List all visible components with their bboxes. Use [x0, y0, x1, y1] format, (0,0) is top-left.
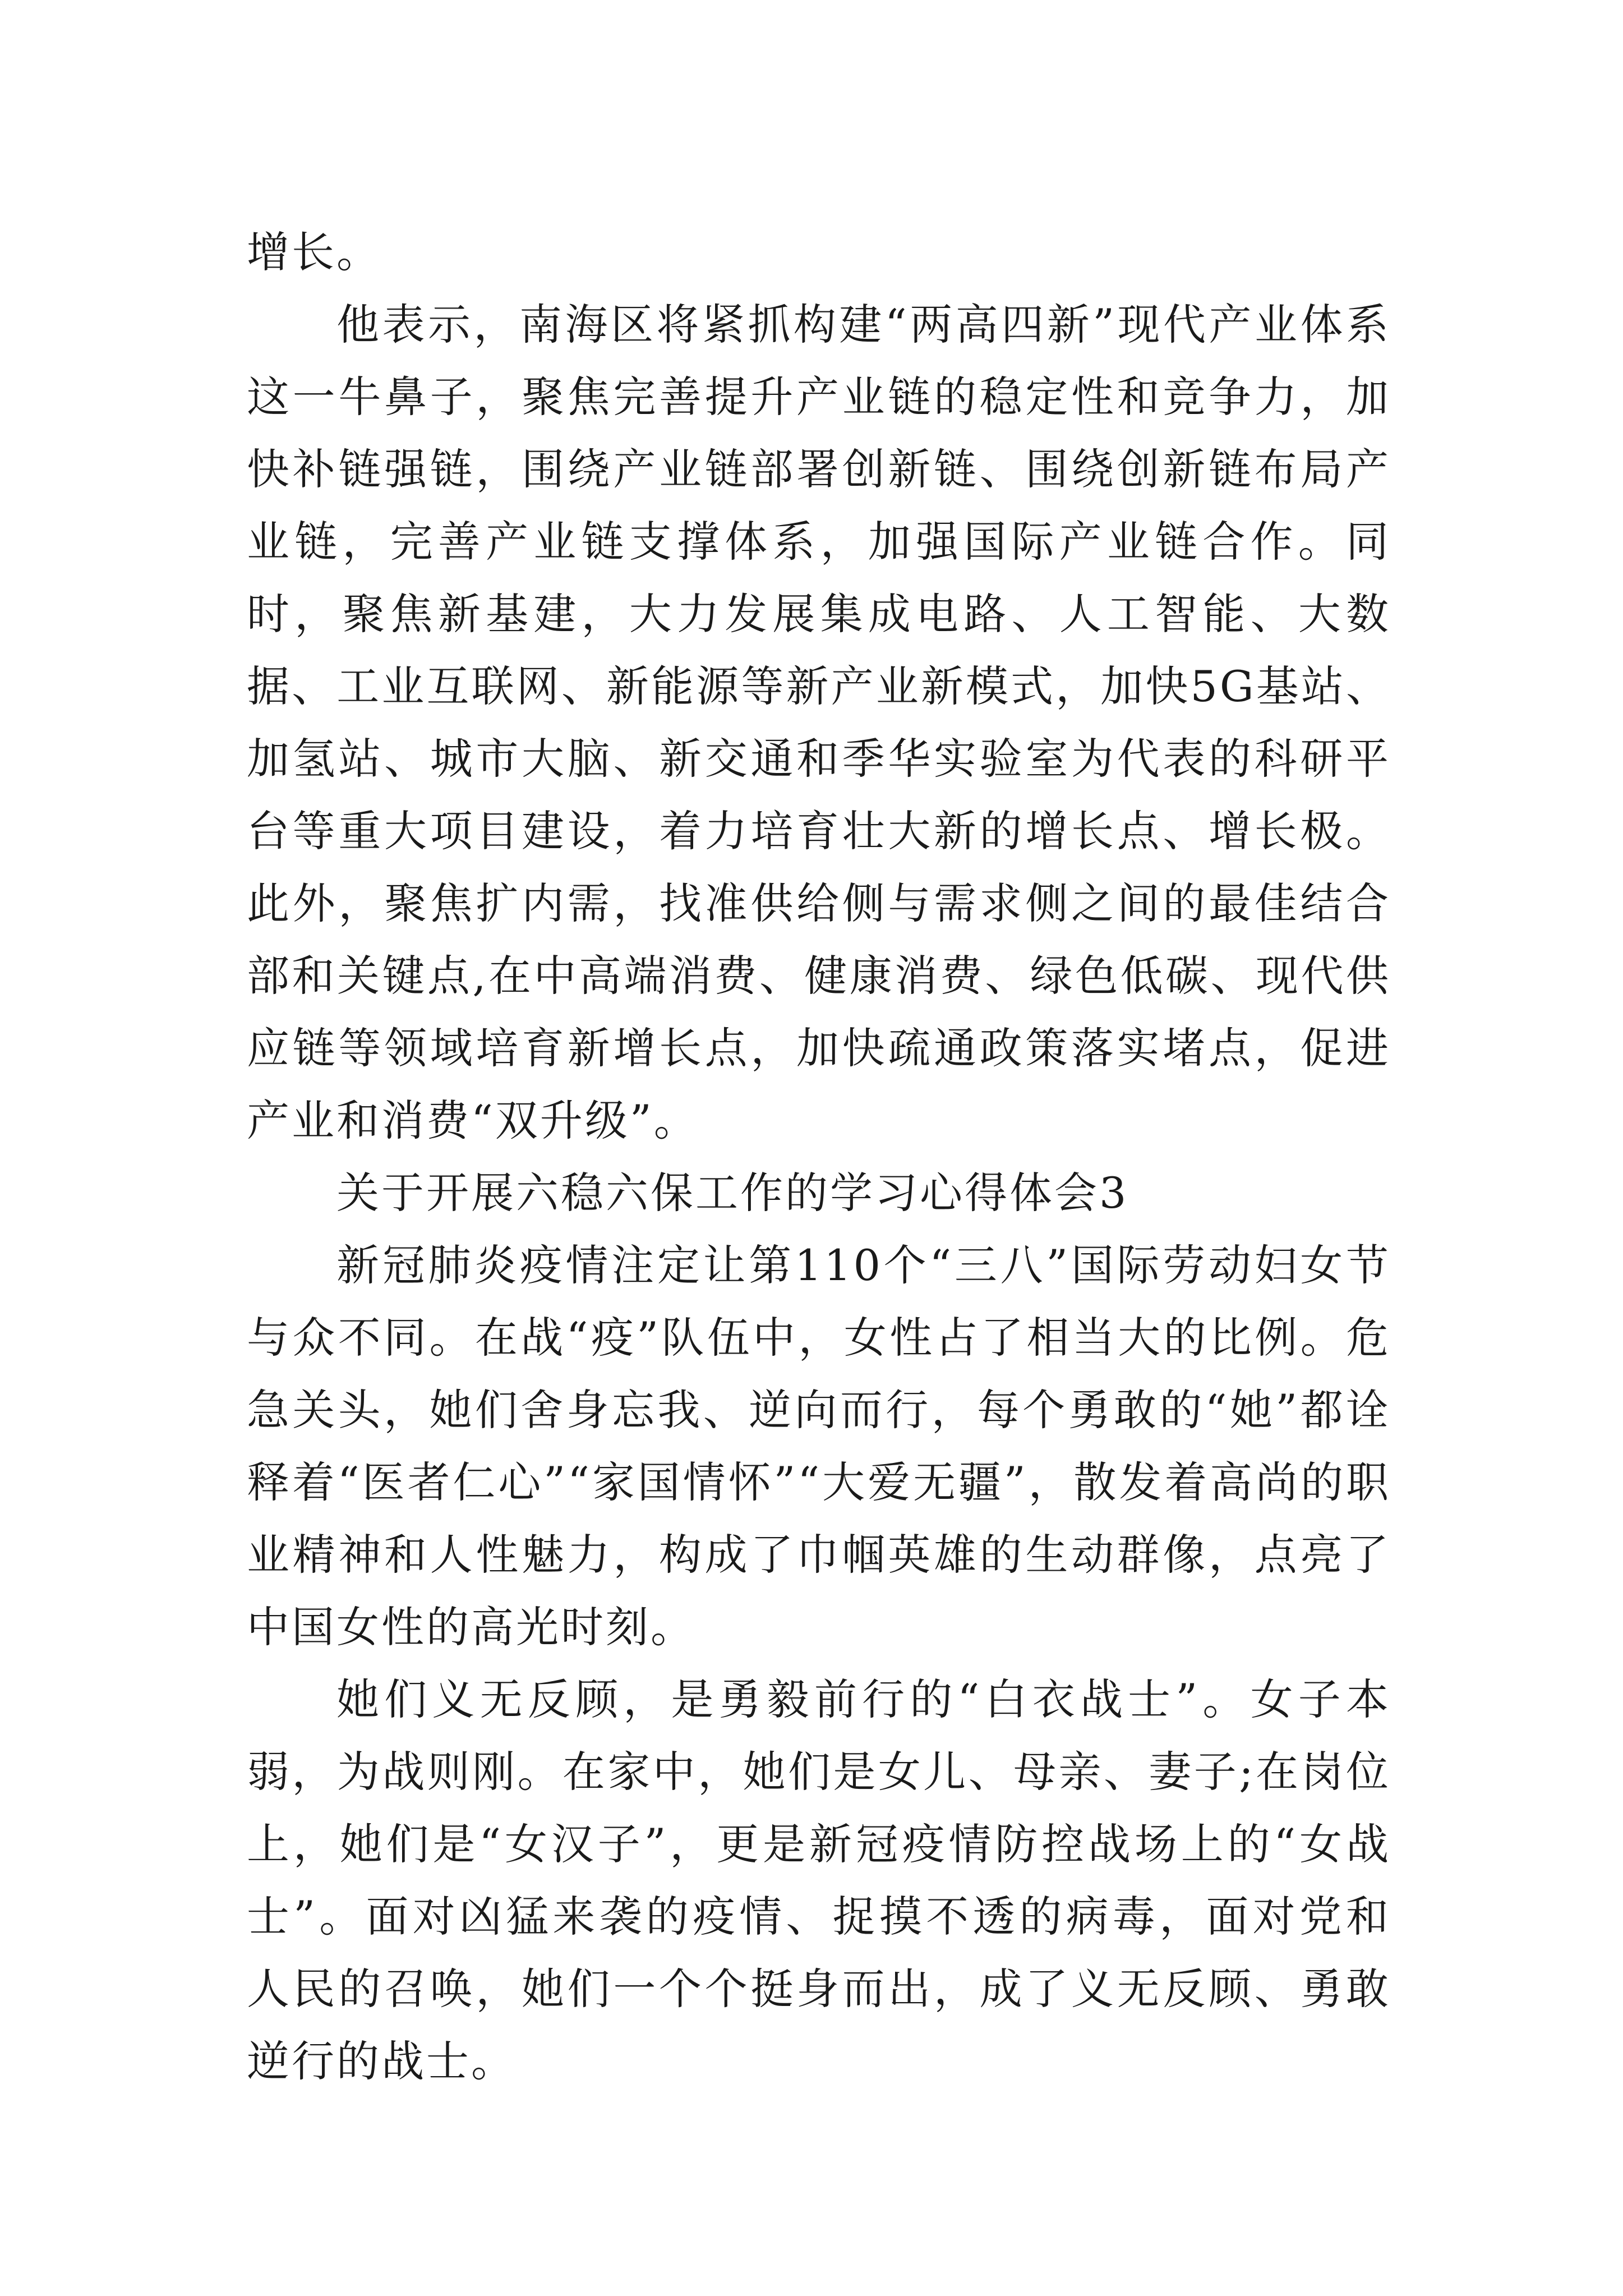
- paragraph-industry-chain: 他表示，南海区将紧抓构建“两高四新”现代产业体系这一牛鼻子，聚焦完善提升产业链的稳定性和竞争力，加快补链强链，围绕产业链部署创新链、围绕创新链布局产业链，完善产业链支撑体系，加强国际产业链合作。同时，聚焦新基建，大力发展集成电路、人工智能、大数据、工业互联网、新能源等新产业新模式，加快5G基站、加氢站、城市大脑、新交通和季华实验室为代表的科研平台等重大项目建设，着力培育壮大新的增长点、增长极。此外，聚焦扩内需，找准供给侧与需求侧之间的最佳结合部和关键点,在中高端消费、健康消费、绿色低碳、现代供应链等领域培育新增长点，加快疏通政策落实堵点，促进产业和消费“双升级”。: [247, 300, 1391, 1145]
- paragraph-continuation: 增长。: [247, 227, 381, 277]
- paragraph-white-coat-warriors: 她们义无反顾，是勇毅前行的“白衣战士”。女子本弱，为战则刚。在家中，她们是女儿、母亲、妻子;在岗位上，她们是“女汉子”，更是新冠疫情防控战场上的“女战士”。面对凶猛来袭的疫情、捉摸不透的病毒，面对党和人民的召唤，她们一个个挺身而出，成了义无反顾、勇敢逆行的战士。: [247, 1674, 1391, 2086]
- document-body: [247, 216, 1391, 2097]
- paragraph-womens-day: 新冠肺炎疫情注定让第110个“三八”国际劳动妇女节与众不同。在战“疫”队伍中，女性占了相当大的比例。危急关头，她们舍身忘我、逆向而行，每个勇敢的“她”都诠释着“医者仁心”“家国情怀”“大爱无疆”，散发着高尚的职业精神和人性魅力，构成了巾帼英雄的生动群像，点亮了中国女性的高光时刻。: [247, 1240, 1391, 1652]
- section-heading: 关于开展六稳六保工作的学习心得体会3: [336, 1168, 1129, 1218]
